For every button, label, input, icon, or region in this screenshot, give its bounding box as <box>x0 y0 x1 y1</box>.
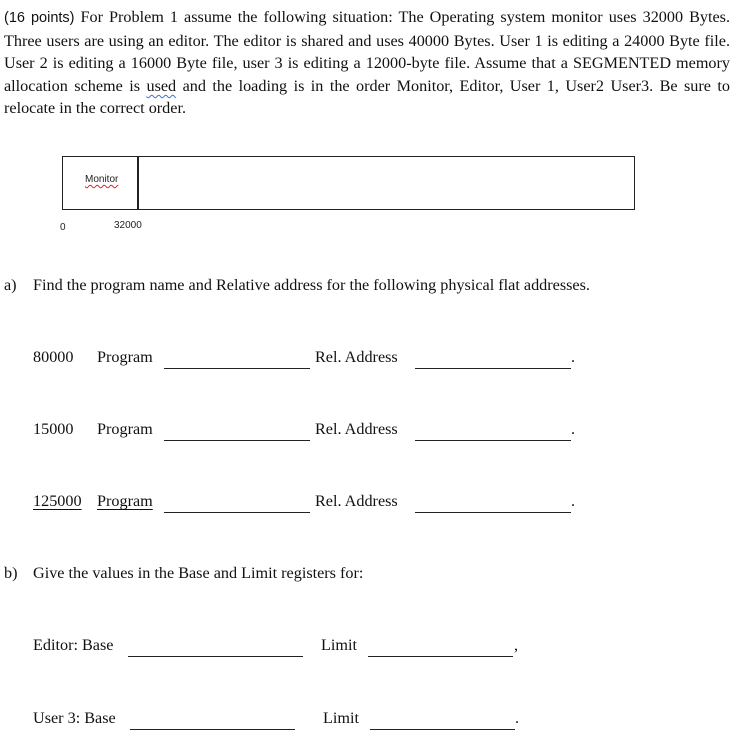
base-label: Editor: Base <box>33 636 114 654</box>
monitor-segment-label: Monitor <box>85 174 119 185</box>
limit-label: Limit <box>323 709 359 727</box>
address-value: 15000 <box>33 420 74 438</box>
memory-diagram <box>62 156 635 210</box>
address-value: 80000 <box>33 348 74 366</box>
base-answer-line[interactable] <box>130 729 295 730</box>
tick-end: 32000 <box>114 220 142 231</box>
rel-address-answer-line[interactable] <box>415 512 571 513</box>
row-end-punct: . <box>571 492 576 510</box>
part-b-heading <box>4 564 363 583</box>
problem-statement <box>4 6 730 120</box>
part-a-letter: a) <box>4 276 17 294</box>
rel-address-answer-line[interactable] <box>415 440 571 441</box>
used-word: used <box>146 76 177 95</box>
limit-answer-line[interactable] <box>368 656 513 657</box>
part-a-prompt: Find the program name and Relative address for the following physical flat addresses. <box>33 276 590 294</box>
part-b-letter: b) <box>4 564 18 582</box>
tick-start: 0 <box>60 222 66 233</box>
segment-divider <box>137 157 139 209</box>
row-end-punct: . <box>515 709 520 727</box>
program-label: Program <box>97 420 153 438</box>
points-label: (16 points) <box>4 10 75 26</box>
problem-text-part1: For Problem 1 assume the following situation: The Operating system monitor uses 32000 Bytes. Three users are using an editor. The editor is shared and uses 40000 Bytes. User 1 is editing a 24000 Byte file. User 2 is editing a 16000 Byte file, user 3 is editing a 12000-byte file. Assume that a SEGMENTED memory allocation scheme is <box>4 8 731 95</box>
limit-answer-line[interactable] <box>370 729 515 730</box>
rel-address-label: Rel. Address <box>315 492 398 510</box>
problem-text-part2: and the loading is in the order Monitor, Editor, User 1, User2 User3. Be sure to relocate in the correct order. <box>4 76 731 118</box>
base-answer-line[interactable] <box>128 656 303 657</box>
rel-address-answer-line[interactable] <box>415 368 571 369</box>
program-answer-line[interactable] <box>164 440 310 441</box>
base-label: User 3: Base <box>33 709 116 727</box>
program-label: Program <box>97 348 153 366</box>
program-label: Program <box>97 492 153 510</box>
rel-address-label: Rel. Address <box>315 348 398 366</box>
row-end-punct: . <box>571 348 576 366</box>
part-b-prompt: Give the values in the Base and Limit registers for: <box>33 564 364 582</box>
address-value: 125000 <box>33 492 82 510</box>
rel-address-label: Rel. Address <box>315 420 398 438</box>
row-end-punct: . <box>571 420 576 438</box>
part-a-heading <box>4 276 590 295</box>
limit-label: Limit <box>321 636 357 654</box>
program-answer-line[interactable] <box>164 368 310 369</box>
program-answer-line[interactable] <box>164 512 310 513</box>
row-end-punct: , <box>514 636 519 654</box>
